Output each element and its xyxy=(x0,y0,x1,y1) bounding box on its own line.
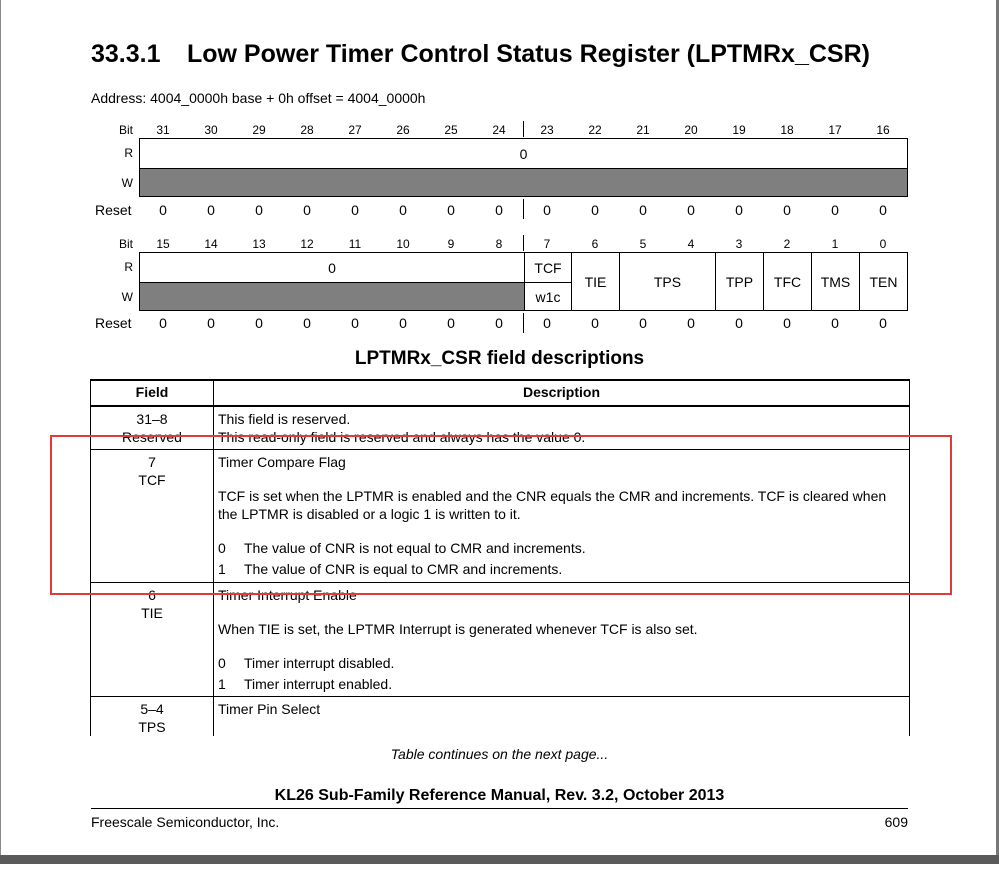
bit-number: 14 xyxy=(204,237,218,251)
reset-value: 0 xyxy=(207,202,215,218)
half-divider xyxy=(523,235,524,251)
field-tie: TIE xyxy=(571,252,620,311)
reset-value: 0 xyxy=(639,202,647,218)
bit-number: 29 xyxy=(252,123,266,137)
bit-number: 25 xyxy=(444,123,458,137)
reset-value: 0 xyxy=(879,315,887,331)
reset-value: 0 xyxy=(447,315,455,331)
enum-value: Timer interrupt enabled. xyxy=(244,676,393,692)
reset-value: 0 xyxy=(687,315,695,331)
field-name: TCF xyxy=(138,472,166,488)
reset-value: 0 xyxy=(879,202,887,218)
field-bits: 7 xyxy=(148,454,156,470)
field-bits: 6 xyxy=(148,587,156,603)
reset-value: 0 xyxy=(735,315,743,331)
reset-row-label: Reset xyxy=(95,202,132,218)
reset-value: 0 xyxy=(543,315,551,331)
field-name: Reserved xyxy=(122,429,182,445)
bit-number: 28 xyxy=(300,123,314,137)
bit-number: 4 xyxy=(687,237,695,251)
section-number: 33.3.1 xyxy=(91,40,161,68)
bit-number: 19 xyxy=(732,123,746,137)
bit-number: 13 xyxy=(252,237,266,251)
write-field-reserved xyxy=(139,282,525,311)
field-cell xyxy=(91,700,213,736)
field-tms: TMS xyxy=(811,252,860,311)
table-top-border xyxy=(91,379,909,381)
bit-number: 3 xyxy=(735,237,743,251)
desc-body: TCF is set when the LPTMR is enabled and the CNR equals the CMR and increments. TCF is cleared when the LPTMR is disabled or a logic 1 is written to it. xyxy=(218,488,887,522)
enum-item xyxy=(218,675,888,693)
field-tfc: TFC xyxy=(763,252,812,311)
company-name: Freescale Semiconductor, Inc. xyxy=(91,814,280,830)
field-tps: TPS xyxy=(619,252,716,311)
tcf-read-label: TCF xyxy=(534,259,562,276)
field-tcf-read xyxy=(524,252,572,283)
reset-value: 0 xyxy=(543,202,551,218)
field-name: TPS xyxy=(138,719,166,735)
tcf-write-label: w1c xyxy=(535,288,561,305)
bit-number: 18 xyxy=(780,123,794,137)
table-continues-note: Table continues on the next page... xyxy=(390,746,609,762)
desc-title: Timer Interrupt Enable xyxy=(218,587,357,603)
highlight-box xyxy=(50,435,952,595)
table-row xyxy=(91,583,909,696)
next-page-edge xyxy=(0,864,999,880)
enum-key: 0 xyxy=(218,655,226,671)
bit-number: 6 xyxy=(591,237,599,251)
bit-row-label: Bit xyxy=(118,237,133,251)
bit-number: 7 xyxy=(543,237,551,251)
bit-number: 30 xyxy=(204,123,218,137)
page-number: 609 xyxy=(884,814,908,830)
reset-value: 0 xyxy=(735,202,743,218)
reset-value: 0 xyxy=(207,315,215,331)
bit-number: 2 xyxy=(783,237,791,251)
reset-value: 0 xyxy=(351,202,359,218)
footer-rule xyxy=(91,808,908,809)
field-tpp: TPP xyxy=(715,252,764,311)
bit-number: 10 xyxy=(396,237,410,251)
field-ten: TEN xyxy=(859,252,908,311)
bit-number: 15 xyxy=(156,237,170,251)
read-row-label: R xyxy=(124,146,133,160)
field-tcf-write xyxy=(524,282,572,311)
reset-row-label: Reset xyxy=(95,315,132,331)
bit-number: 24 xyxy=(492,123,506,137)
reset-value: 0 xyxy=(399,315,407,331)
desc-title: This field is reserved. xyxy=(218,411,351,427)
desc-title: Timer Pin Select xyxy=(218,701,321,717)
section-title: Low Power Timer Control Status Register (LPTMRx_CSR) xyxy=(187,40,870,68)
reset-value: 0 xyxy=(591,202,599,218)
read-field-reserved xyxy=(139,252,525,283)
desc-body: This read-only field is reserved and always has the value 0. xyxy=(218,429,586,445)
bit-number: 22 xyxy=(588,123,602,137)
reset-value: 0 xyxy=(255,315,263,331)
bit-number: 17 xyxy=(828,123,842,137)
reset-value: 0 xyxy=(351,315,359,331)
reset-value: 0 xyxy=(399,202,407,218)
enum-item xyxy=(218,654,888,672)
bit-number: 20 xyxy=(684,123,698,137)
enum-key: 1 xyxy=(218,561,226,577)
bit-number: 11 xyxy=(348,237,362,251)
bit-number: 1 xyxy=(831,237,839,251)
reset-value: 0 xyxy=(495,202,503,218)
bit-row-label: Bit xyxy=(118,123,133,137)
reset-value: 0 xyxy=(831,202,839,218)
read-row-label: R xyxy=(124,260,133,274)
reset-value: 0 xyxy=(783,202,791,218)
desc-title: Timer Compare Flag xyxy=(218,454,346,470)
reset-value: 0 xyxy=(447,202,455,218)
enum-value: The value of CNR is not equal to CMR and increments. xyxy=(244,540,586,556)
table-row xyxy=(91,697,909,736)
field-bits: 31–8 xyxy=(136,411,168,427)
desc-body: When TIE is set, the LPTMR Interrupt is generated whenever TCF is also set. xyxy=(218,621,698,637)
description-cell xyxy=(218,700,888,718)
write-row-label: W xyxy=(121,176,133,190)
header-field: Field xyxy=(135,384,169,400)
bit-number: 31 xyxy=(156,123,170,137)
enum-key: 1 xyxy=(218,676,226,692)
field-name: TIE xyxy=(141,605,163,621)
reset-value: 0 xyxy=(159,315,167,331)
half-divider xyxy=(523,313,524,333)
enum-key: 0 xyxy=(218,540,226,556)
reset-value: 0 xyxy=(687,202,695,218)
bit-number: 12 xyxy=(300,237,314,251)
register-diagram-lower xyxy=(0,0,999,340)
write-row-label: W xyxy=(121,290,133,304)
reset-value: 0 xyxy=(639,315,647,331)
bit-number: 0 xyxy=(879,237,887,251)
viewer-page-gap xyxy=(0,855,999,864)
reset-value: 0 xyxy=(159,202,167,218)
bit-number: 27 xyxy=(348,123,362,137)
bit-number: 16 xyxy=(876,123,890,137)
reset-value: 0 xyxy=(303,202,311,218)
field-bits: 5–4 xyxy=(140,701,164,717)
register-address: Address: 4004_0000h base + 0h offset = 4004_0000h xyxy=(91,90,426,106)
bit-number: 8 xyxy=(495,237,503,251)
header-description: Description xyxy=(522,384,600,400)
reset-value: 0 xyxy=(831,315,839,331)
bit-number: 23 xyxy=(540,123,554,137)
reset-value: 0 xyxy=(495,315,503,331)
reset-value: 0 xyxy=(591,315,599,331)
reset-value: 0 xyxy=(783,315,791,331)
bit-number: 9 xyxy=(447,237,455,251)
read-value: 0 xyxy=(328,259,336,276)
bit-number: 21 xyxy=(636,123,650,137)
enum-value: The value of CNR is equal to CMR and increments. xyxy=(244,561,563,577)
reset-value: 0 xyxy=(303,315,311,331)
bit-number: 5 xyxy=(639,237,647,251)
enum-value: Timer interrupt disabled. xyxy=(244,655,395,671)
manual-title: KL26 Sub-Family Reference Manual, Rev. 3.2, October 2013 xyxy=(274,787,725,804)
bit-number: 26 xyxy=(396,123,410,137)
reset-value: 0 xyxy=(255,202,263,218)
table-title: LPTMRx_CSR field descriptions xyxy=(354,348,645,369)
read-value: 0 xyxy=(519,145,528,162)
description-cell xyxy=(218,586,888,693)
